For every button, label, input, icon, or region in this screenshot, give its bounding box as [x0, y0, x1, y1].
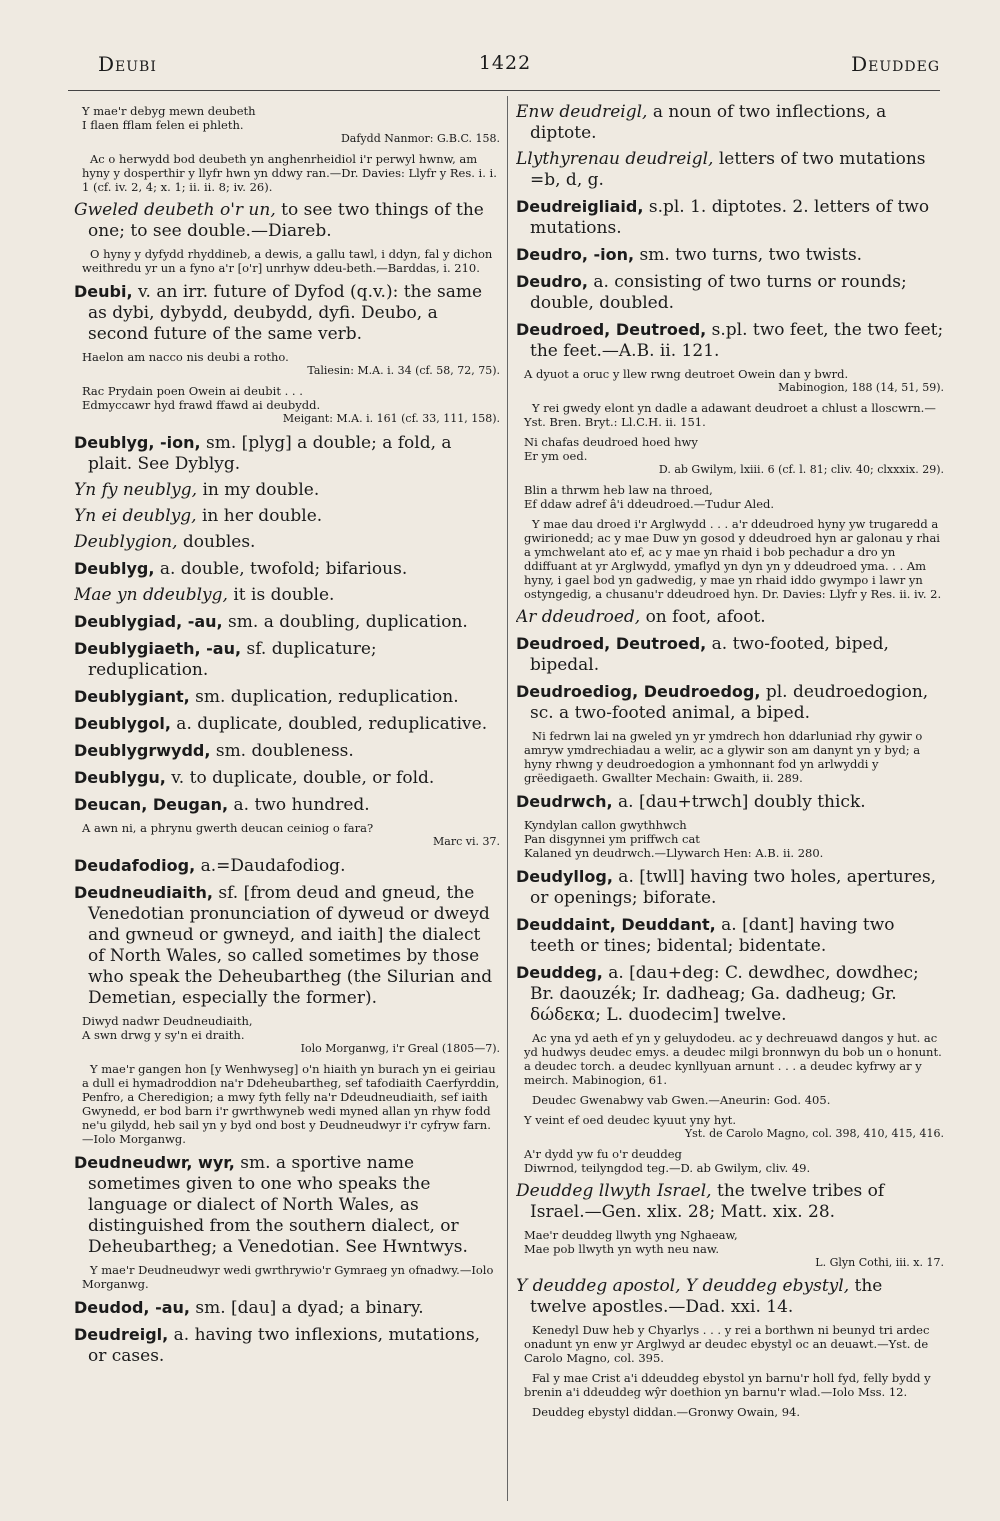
headword: Deublyg,	[74, 559, 155, 578]
quotation-source: Iolo Morganwg, i'r Greal (1805—7).	[300, 1042, 500, 1055]
headword: Deublygiant,	[74, 687, 190, 706]
example-phrase	[74, 480, 500, 501]
dictionary-entry	[516, 196, 944, 239]
quotation	[524, 1147, 944, 1175]
phrase-text: Deuddeg llwyth Israel,	[516, 1181, 712, 1201]
definition: a. [dant] having two teeth or tines; bidental; bidentate.	[530, 915, 895, 956]
quotation-text: Ni fedrwn lai na gweled yn yr ymdrech hon ddarluniad rhy gywir o amryw ymdrechiadau a welir, ac a glywir son am danynt yn y byd; a hyny rhwng y deudroedogion a ymhonnant fod yn arlwyddi y grëedigaeth. Gwallter Mechain: Gwaith, ii. 289.	[524, 729, 923, 785]
quotation-text: Fal y mae Crist a'i ddeuddeg ebystol yn barnu'r holl fyd, felly bydd y brenin a'i ddeuddeg wŷr doethion yn barnu'r wlad.—Iolo Mss. 12.	[524, 1371, 931, 1399]
definition: a. [dau+trwch] doubly thick.	[612, 792, 866, 812]
right-column	[516, 102, 944, 1503]
definition: s.pl. 1. diptotes. 2. letters of two mutations.	[530, 197, 930, 238]
headword: Deudreigl,	[74, 1325, 169, 1344]
dictionary-entry	[74, 281, 500, 345]
phrase-gloss: letters of two mutations =b, d, g.	[530, 149, 926, 190]
headword: Deudro, -ion,	[516, 245, 635, 264]
quotation	[82, 350, 500, 378]
quotation	[524, 1323, 944, 1365]
quotation-text: O hyny y dyfydd rhyddineb, a dewis, a gallu tawl, i ddyn, fal y dichon weithredu yr un a fyno a'r [o'r] unrhyw ddeu-beth.—Barddas, i. 210.	[82, 247, 493, 275]
quotation-text: Deudec Gwenabwy vab Gwen.—Aneurin: God. 405.	[532, 1093, 831, 1107]
definition: sf. [from deud and gneud, the Venedotian pronunciation of dyweud or dweyd and gwneud or gwneyd, and iaith] the dialect of North Wales, so called sometimes by those who speak the Deheubartheg (the Silurian and Demetian, especially the former).	[88, 883, 493, 1008]
definition: pl. deudroedogion, sc. a two-footed animal, a biped.	[530, 682, 929, 723]
quotation-text: Deuddeg ebystyl diddan.—Gronwy Owain, 94.	[532, 1405, 800, 1419]
quotation-text: Ac yna yd aeth ef yn y geluydodeu. ac y dechreuawd dangos y hut. ac yd hudwys deudec emys. a deudec milgi bronnwyn du bob un o honunt. a deudec torch. a deudec kynllyuan arnunt . . . a deudec kyfrwy ar y meirch. Mabinogion, 61.	[524, 1031, 942, 1087]
example-phrase	[74, 506, 500, 527]
headword: Deudneudiaith,	[74, 883, 213, 902]
example-phrase	[516, 102, 944, 144]
definition: sm. duplication, reduplication.	[189, 687, 459, 707]
dictionary-entry	[516, 271, 944, 314]
definition: a. double, twofold; bifarious.	[154, 559, 408, 579]
quotation	[524, 1093, 944, 1107]
definition: a. having two inflexions, mutations, or cases.	[88, 1325, 481, 1366]
quotation-line: Mae pob llwyth yn wyth neu naw.	[524, 1242, 720, 1256]
phrase-text: Llythyrenau deudreigl,	[516, 149, 714, 169]
dictionary-entry	[74, 432, 500, 475]
quotation-line: Y veint ef oed deudec kyuut yny hyt.	[524, 1113, 737, 1127]
header-right-word: Deuddeg	[851, 52, 940, 76]
quotation-line: Mae'r deuddeg llwyth yng Nghaeaw,	[524, 1228, 738, 1242]
definition: sm. doubleness.	[210, 741, 354, 761]
headword: Deudroediog, Deudroedog,	[516, 682, 761, 701]
header-rule	[68, 90, 940, 91]
phrase-text: Y deuddeg apostol, Y deuddeg ebystyl,	[516, 1276, 850, 1296]
headword: Deubi,	[74, 282, 133, 301]
phrase-gloss: it is double.	[227, 585, 335, 605]
quotation	[524, 1228, 944, 1270]
quotation-line: Haelon am nacco nis deubi a rotho.	[82, 350, 289, 364]
dictionary-entry	[516, 866, 944, 909]
headword: Deublyg, -ion,	[74, 433, 201, 452]
example-phrase	[74, 200, 500, 242]
dictionary-entry	[74, 713, 500, 735]
definition: v. an irr. future of Dyfod (q.v.): the same as dybi, dybydd, deubydd, dyfi. Deubo, a second future of the same verb.	[88, 282, 483, 344]
quotation-source: Taliesin: M.A. i. 34 (cf. 58, 72, 75).	[307, 364, 500, 377]
dictionary-entry	[516, 914, 944, 957]
dictionary-entry	[74, 740, 500, 762]
headword: Deudod, -au,	[74, 1298, 190, 1317]
definition: a.=Daudafodiog.	[195, 856, 346, 876]
running-header	[70, 52, 940, 82]
dictionary-entry	[74, 1152, 500, 1258]
phrase-text: Enw deudreigl,	[516, 102, 648, 122]
definition: a. [dau+deg: C. dewdhec, dowdhec; Br. daouzék; Ir. dadheag; Ga. dadheug; Gr. δώδεκα; L. duodecim] twelve.	[530, 963, 919, 1025]
phrase-text: Mae yn ddeublyg,	[74, 585, 228, 605]
example-phrase	[516, 149, 944, 191]
phrase-gloss: a noun of two inflections, a diptote.	[530, 102, 887, 143]
headword: Deudafodiog,	[74, 856, 196, 875]
quotation-text: Kenedyl Duw heb y Chyarlys . . . y rei a borthwn ni beunyd tri ardec onadunt yn enw yr Arglwyd ar deudec ebystyl oc an deuawt.—Yst. de Carolo Magno, col. 395.	[524, 1323, 930, 1365]
definition: a. duplicate, doubled, reduplicative.	[170, 714, 488, 734]
quotation	[524, 367, 944, 395]
definition: v. to duplicate, double, or fold.	[165, 768, 435, 788]
quotation-text: Y mae'r Deudneudwyr wedi gwrthrywio'r Gymraeg yn ofnadwy.—Iolo Morganwg.	[82, 1263, 494, 1291]
headword: Deublygu,	[74, 768, 166, 787]
headword: Deublygiad, -au,	[74, 612, 223, 631]
definition: sm. a doubling, duplication.	[222, 612, 468, 632]
phrase-text: Ar ddeudroed,	[516, 607, 641, 627]
quotation-source: Mabinogion, 188 (14, 51, 59).	[778, 381, 944, 394]
dictionary-entry	[74, 686, 500, 708]
quotation	[82, 104, 500, 146]
quotation-line: Kyndylan callon gwythhwch	[524, 818, 687, 832]
definition: sm. a sportive name sometimes given to one who speaks the language or dialect of North Wales, as distinguished from the southern dialect, or Deheubartheg; a Venedotian. See Hwntwys.	[88, 1153, 468, 1257]
quotation-source: L. Glyn Cothi, iii. x. 17.	[815, 1256, 944, 1269]
definition: sf. duplicature; reduplication.	[88, 639, 377, 680]
quotation	[524, 1371, 944, 1399]
quotation-text: Ac o herwydd bod deubeth yn anghenrheidiol i'r perwyl hwnw, am hyny y dosperthir y llyfr hwn yn ddwy ran.—Dr. Davies: Llyfr y Res. i. i. 1 (cf. iv. 2, 4; x. 1; ii. ii. 8; iv. 26).	[82, 152, 497, 194]
example-phrase	[516, 1181, 944, 1223]
dictionary-entry	[74, 1324, 500, 1367]
definition: a. two-footed, biped, bipedal.	[530, 634, 889, 675]
quotation	[82, 384, 500, 426]
headword: Deublygol,	[74, 714, 171, 733]
quotation-line: Diwrnod, teilyngdod teg.—D. ab Gwilym, cliv. 49.	[524, 1161, 811, 1175]
phrase-text: Deublygion,	[74, 532, 178, 552]
quotation-line: Er ym oed.	[524, 449, 588, 463]
example-phrase	[74, 532, 500, 553]
example-phrase	[516, 1276, 944, 1318]
definition: sm. [plyg] a double; a fold, a plait. See Dyblyg.	[88, 433, 452, 474]
quotation-line: Blin a thrwm heb law na throed,	[524, 483, 713, 497]
dictionary-entry	[516, 319, 944, 362]
quotation-line: A'r dydd yw fu o'r deuddeg	[524, 1147, 682, 1161]
headword: Deucan, Deugan,	[74, 795, 229, 814]
headword: Deublygiaeth, -au,	[74, 639, 242, 658]
quotation-line: A swn drwg y sy'n ei draith.	[82, 1028, 245, 1042]
quotation-line: Ni chafas deudroed hoed hwy	[524, 435, 698, 449]
quotation	[524, 483, 944, 511]
headword: Deudyllog,	[516, 867, 613, 886]
quotation	[82, 1263, 500, 1291]
quotation-source: Meigant: M.A. i. 161 (cf. 33, 111, 158).	[282, 412, 500, 425]
dictionary-entry	[74, 767, 500, 789]
quotation	[524, 517, 944, 601]
headword: Deudro,	[516, 272, 588, 291]
quotation-source: Dafydd Nanmor: G.B.C. 158.	[340, 132, 500, 145]
quotation-source: D. ab Gwilym, lxiii. 6 (cf. l. 81; cliv. 40; clxxxix. 29).	[658, 463, 944, 476]
dictionary-entry	[516, 244, 944, 266]
quotation	[524, 1405, 944, 1419]
headword: Deudroed, Deutroed,	[516, 320, 707, 339]
quotation	[524, 729, 944, 785]
quotation	[524, 818, 944, 860]
quotation-line: Edmyccawr hyd frawd ffawd ai deubydd.	[82, 398, 321, 412]
column-divider	[507, 96, 508, 1501]
quotation-line: I flaen fflam felen ei phleth.	[82, 118, 244, 132]
quotation-line: Rac Prydain poen Owein ai deubit . . .	[82, 384, 303, 398]
headword: Deudreigliaid,	[516, 197, 644, 216]
headword: Deudrwch,	[516, 792, 613, 811]
phrase-text: Yn fy neublyg,	[74, 480, 198, 500]
page-number: 1422	[478, 52, 532, 74]
quotation	[82, 1062, 500, 1146]
quotation-line: A awn ni, a phrynu gwerth deucan ceiniog o fara?	[82, 821, 374, 835]
quotation-line: Kalaned yn deudrwch.—Llywarch Hen: A.B. ii. 280.	[524, 846, 824, 860]
dictionary-entry	[74, 611, 500, 633]
dictionary-entry	[74, 558, 500, 580]
definition: a. [twll] having two holes, apertures, or openings; biforate.	[530, 867, 937, 908]
definition: a. consisting of two turns or rounds; double, doubled.	[530, 272, 907, 313]
definition: sm. [dau] a dyad; a binary.	[189, 1298, 424, 1318]
quotation-text: Y mae'r gangen hon [y Wenhwyseg] o'n hiaith yn burach yn ei geiriau a dull ei hymadroddion na'r Ddeheubartheg, sef tafodiaith Caerfyrddin, Penfro, a Cheredigion; a mwy fyth felly na'r Ddeudneudiaith, sef iaith Gwynedd, er bod barn i'r gwrthwyneb wedi myned allan yn rhyw fodd ne'u gilydd, heb sail yn y byd ond bost y Deudneudwyr i'r cyfryw farn.—Iolo Morganwg.	[82, 1062, 500, 1146]
headword: Deuddaint, Deuddant,	[516, 915, 716, 934]
dictionary-entry	[74, 638, 500, 681]
quotation-line: Diwyd nadwr Deudneudiaith,	[82, 1014, 253, 1028]
quotation-source: Yst. de Carolo Magno, col. 398, 410, 415, 416.	[684, 1127, 944, 1140]
dictionary-entry	[74, 794, 500, 816]
dictionary-entry	[516, 791, 944, 813]
phrase-gloss: the twelve apostles.—Dad. xxi. 14.	[530, 1276, 883, 1317]
quotation-text: Y rei gwedy elont yn dadle a adawant deudroet a chlust a lloscwrn.—Yst. Bren. Bryt.: Ll.C.H. ii. 151.	[524, 401, 936, 429]
phrase-gloss: in my double.	[197, 480, 320, 500]
dictionary-entry	[516, 962, 944, 1026]
quotation-line: Pan disgynnei ym priffwch cat	[524, 832, 700, 846]
definition: s.pl. two feet, the two feet; the feet.—A.B. ii. 121.	[530, 320, 944, 361]
left-column	[74, 102, 500, 1503]
dictionary-entry	[516, 681, 944, 724]
phrase-gloss: in her double.	[196, 506, 323, 526]
phrase-gloss: doubles.	[177, 532, 256, 552]
quotation	[524, 1031, 944, 1087]
quotation	[82, 247, 500, 275]
phrase-gloss: the twelve tribes of Israel.—Gen. xlix. 28; Matt. xix. 28.	[530, 1181, 885, 1222]
header-left-word: Deubi	[98, 52, 157, 76]
quotation-source: Marc vi. 37.	[433, 835, 500, 848]
dictionary-entry	[74, 1297, 500, 1319]
definition: sm. two turns, two twists.	[634, 245, 863, 265]
headword: Deublygrwydd,	[74, 741, 211, 760]
example-phrase	[74, 585, 500, 606]
quotation-line: Ef ddaw adref â'i ddeudroed.—Tudur Aled.	[524, 497, 775, 511]
phrase-gloss: to see two things of the one; to see double.—Diareb.	[88, 200, 484, 241]
phrase-gloss: on foot, afoot.	[640, 607, 766, 627]
example-phrase	[516, 607, 944, 628]
quotation	[524, 1113, 944, 1141]
headword: Deudroed, Deutroed,	[516, 634, 707, 653]
quotation-text: Y mae dau droed i'r Arglwydd . . . a'r ddeudroed hyny yw trugaredd a gwirionedd; ac y mae Duw yn gosod y ddeudroed hyn ar galonau y rhai a ymchwelant ato ef, ac y mae yn rhaid i bob pechadur a dro yn ddiffuant at yr Arglwydd, ymaflyd yn dyn yn y ddeudroed yma. . . Am hyny, i gael bod yn gadwedig, y mae yn rhaid iddo gwympo i lawr yn ostyngedig, a chusanu'r ddeudroed hyn. Dr. Davies: Llyfr y Res. ii. iv. 2.	[524, 517, 942, 601]
headword: Deuddeg,	[516, 963, 603, 982]
phrase-text: Gweled deubeth o'r un,	[74, 200, 276, 220]
quotation	[82, 821, 500, 849]
dictionary-entry	[74, 882, 500, 1009]
quotation	[82, 152, 500, 194]
quotation	[82, 1014, 500, 1056]
headword: Deudneudwr, wyr,	[74, 1153, 235, 1172]
definition: a. two hundred.	[228, 795, 370, 815]
dictionary-entry	[516, 633, 944, 676]
quotation-line: Y mae'r debyg mewn deubeth	[82, 104, 256, 118]
dictionary-entry	[74, 855, 500, 877]
quotation-line: A dyuot a oruc y llew rwng deutroet Owein dan y bwrd.	[524, 367, 849, 381]
quotation	[524, 435, 944, 477]
quotation	[524, 401, 944, 429]
phrase-text: Yn ei deublyg,	[74, 506, 197, 526]
